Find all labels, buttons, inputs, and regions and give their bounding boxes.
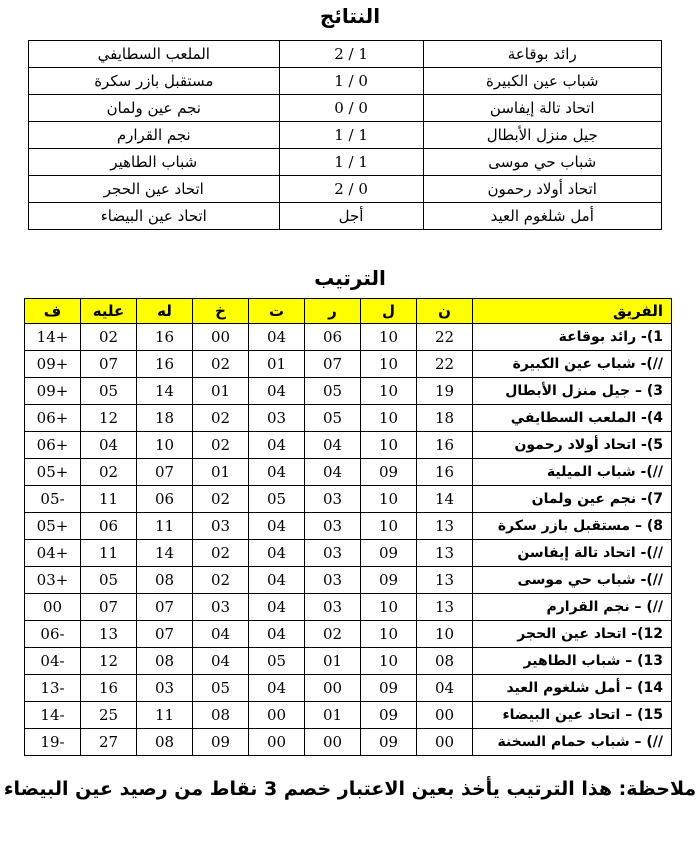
played-cell: 10 bbox=[361, 405, 417, 432]
standings-note: ملاحظة: هذا الترتيب يأخذ بعين الاعتبار خصم 3 نقاط من رصيد عين البيضاء bbox=[3, 778, 697, 800]
lost-cell: 02 bbox=[193, 540, 249, 567]
goal-difference-cell: +05 bbox=[25, 459, 81, 486]
goals-against-cell: 05 bbox=[81, 567, 137, 594]
won-cell: 03 bbox=[305, 513, 361, 540]
points-cell: 08 bbox=[417, 648, 473, 675]
team-name: 5)- اتحاد أولاد رحمون bbox=[473, 432, 672, 459]
standings-row bbox=[25, 513, 672, 540]
points-cell: 18 bbox=[417, 405, 473, 432]
match-home-team: رائد بوقاعة bbox=[423, 41, 662, 68]
goal-difference-cell: +06 bbox=[25, 432, 81, 459]
match-row bbox=[29, 95, 662, 122]
drawn-cell: 04 bbox=[249, 513, 305, 540]
played-cell: 09 bbox=[361, 729, 417, 756]
goals-against-cell: 04 bbox=[81, 432, 137, 459]
header-goal-difference: ف bbox=[25, 299, 81, 324]
standings-row bbox=[25, 594, 672, 621]
won-cell: 00 bbox=[305, 675, 361, 702]
won-cell: 07 bbox=[305, 351, 361, 378]
won-cell: 02 bbox=[305, 621, 361, 648]
standings-row bbox=[25, 459, 672, 486]
match-away-team: اتحاد عين الحجر bbox=[29, 176, 280, 203]
played-cell: 10 bbox=[361, 621, 417, 648]
goal-difference-cell: 00 bbox=[25, 594, 81, 621]
played-cell: 09 bbox=[361, 459, 417, 486]
match-score: 0 / 0 bbox=[279, 95, 423, 122]
points-cell: 10 bbox=[417, 621, 473, 648]
match-row bbox=[29, 176, 662, 203]
goal-difference-cell: -19 bbox=[25, 729, 81, 756]
standings-row bbox=[25, 378, 672, 405]
match-score: 1 / 2 bbox=[279, 41, 423, 68]
standings-row bbox=[25, 621, 672, 648]
lost-cell: 09 bbox=[193, 729, 249, 756]
goals-for-cell: 18 bbox=[137, 405, 193, 432]
drawn-cell: 01 bbox=[249, 351, 305, 378]
goals-against-cell: 05 bbox=[81, 378, 137, 405]
lost-cell: 03 bbox=[193, 513, 249, 540]
match-away-team: شباب الطاهير bbox=[29, 149, 280, 176]
team-name: //) – نجم القرارم bbox=[473, 594, 672, 621]
header-won: ر bbox=[305, 299, 361, 324]
header-played: ل bbox=[361, 299, 417, 324]
won-cell: 03 bbox=[305, 567, 361, 594]
goals-against-cell: 07 bbox=[81, 594, 137, 621]
goals-against-cell: 13 bbox=[81, 621, 137, 648]
goals-for-cell: 07 bbox=[137, 594, 193, 621]
played-cell: 10 bbox=[361, 378, 417, 405]
team-name: //)- شباب حي موسى bbox=[473, 567, 672, 594]
won-cell: 03 bbox=[305, 540, 361, 567]
lost-cell: 08 bbox=[193, 702, 249, 729]
standings-row bbox=[25, 405, 672, 432]
goal-difference-cell: +09 bbox=[25, 378, 81, 405]
drawn-cell: 04 bbox=[249, 567, 305, 594]
goals-for-cell: 06 bbox=[137, 486, 193, 513]
drawn-cell: 00 bbox=[249, 702, 305, 729]
played-cell: 09 bbox=[361, 567, 417, 594]
goal-difference-cell: +04 bbox=[25, 540, 81, 567]
match-row bbox=[29, 203, 662, 230]
match-home-team: اتحاد أولاد رحمون bbox=[423, 176, 662, 203]
header-drawn: ت bbox=[249, 299, 305, 324]
goals-for-cell: 16 bbox=[137, 324, 193, 351]
standings-row bbox=[25, 675, 672, 702]
team-name: //)- اتحاد تالة إيفاسن bbox=[473, 540, 672, 567]
standings-table bbox=[24, 298, 672, 756]
team-name: 3) – جيل منزل الأبطال bbox=[473, 378, 672, 405]
goals-against-cell: 27 bbox=[81, 729, 137, 756]
points-cell: 19 bbox=[417, 378, 473, 405]
played-cell: 10 bbox=[361, 324, 417, 351]
match-away-team: الملعب السطايفي bbox=[29, 41, 280, 68]
goals-for-cell: 16 bbox=[137, 351, 193, 378]
match-away-team: نجم القرارم bbox=[29, 122, 280, 149]
match-away-team: اتحاد عين البيضاء bbox=[29, 203, 280, 230]
match-home-team: أمل شلغوم العيد bbox=[423, 203, 662, 230]
goals-against-cell: 02 bbox=[81, 459, 137, 486]
drawn-cell: 00 bbox=[249, 729, 305, 756]
goals-against-cell: 12 bbox=[81, 648, 137, 675]
goals-for-cell: 10 bbox=[137, 432, 193, 459]
points-cell: 22 bbox=[417, 351, 473, 378]
played-cell: 09 bbox=[361, 702, 417, 729]
points-cell: 13 bbox=[417, 567, 473, 594]
won-cell: 04 bbox=[305, 459, 361, 486]
won-cell: 04 bbox=[305, 432, 361, 459]
drawn-cell: 03 bbox=[249, 405, 305, 432]
won-cell: 05 bbox=[305, 378, 361, 405]
won-cell: 06 bbox=[305, 324, 361, 351]
match-home-team: اتحاد تالة إيفاسن bbox=[423, 95, 662, 122]
played-cell: 09 bbox=[361, 540, 417, 567]
header-team: الفريق bbox=[473, 299, 672, 324]
goal-difference-cell: -06 bbox=[25, 621, 81, 648]
lost-cell: 01 bbox=[193, 459, 249, 486]
goals-against-cell: 12 bbox=[81, 405, 137, 432]
match-home-team: شباب حي موسى bbox=[423, 149, 662, 176]
standings-row bbox=[25, 648, 672, 675]
points-cell: 00 bbox=[417, 729, 473, 756]
team-name: 1)- رائد بوقاعة bbox=[473, 324, 672, 351]
points-cell: 13 bbox=[417, 513, 473, 540]
goals-for-cell: 08 bbox=[137, 648, 193, 675]
match-score: أجل bbox=[279, 203, 423, 230]
header-lost: خ bbox=[193, 299, 249, 324]
goal-difference-cell: +05 bbox=[25, 513, 81, 540]
standings-row bbox=[25, 540, 672, 567]
goal-difference-cell: -05 bbox=[25, 486, 81, 513]
played-cell: 10 bbox=[361, 513, 417, 540]
goals-for-cell: 11 bbox=[137, 702, 193, 729]
results-title: النتائج bbox=[319, 4, 381, 28]
goals-for-cell: 07 bbox=[137, 459, 193, 486]
lost-cell: 04 bbox=[193, 648, 249, 675]
match-score: 1 / 1 bbox=[279, 149, 423, 176]
won-cell: 00 bbox=[305, 729, 361, 756]
goals-for-cell: 08 bbox=[137, 729, 193, 756]
team-name: //) – شباب حمام السخنة bbox=[473, 729, 672, 756]
standings-row bbox=[25, 567, 672, 594]
won-cell: 01 bbox=[305, 702, 361, 729]
goals-against-cell: 25 bbox=[81, 702, 137, 729]
drawn-cell: 04 bbox=[249, 621, 305, 648]
match-row bbox=[29, 41, 662, 68]
team-name: 7)- نجم عين ولمان bbox=[473, 486, 672, 513]
played-cell: 09 bbox=[361, 675, 417, 702]
drawn-cell: 05 bbox=[249, 648, 305, 675]
points-cell: 13 bbox=[417, 594, 473, 621]
points-cell: 13 bbox=[417, 540, 473, 567]
team-name: 4)- الملعب السطايفي bbox=[473, 405, 672, 432]
goals-for-cell: 08 bbox=[137, 567, 193, 594]
header-points: ن bbox=[417, 299, 473, 324]
drawn-cell: 04 bbox=[249, 594, 305, 621]
points-cell: 04 bbox=[417, 675, 473, 702]
match-row bbox=[29, 122, 662, 149]
goal-difference-cell: +06 bbox=[25, 405, 81, 432]
lost-cell: 05 bbox=[193, 675, 249, 702]
lost-cell: 02 bbox=[193, 432, 249, 459]
played-cell: 10 bbox=[361, 486, 417, 513]
standings-row bbox=[25, 702, 672, 729]
standings-row bbox=[25, 486, 672, 513]
points-cell: 14 bbox=[417, 486, 473, 513]
lost-cell: 02 bbox=[193, 567, 249, 594]
drawn-cell: 05 bbox=[249, 486, 305, 513]
drawn-cell: 04 bbox=[249, 432, 305, 459]
standings-row bbox=[25, 324, 672, 351]
match-score: 0 / 1 bbox=[279, 68, 423, 95]
match-home-team: جيل منزل الأبطال bbox=[423, 122, 662, 149]
points-cell: 16 bbox=[417, 459, 473, 486]
header-goals-against: عليه bbox=[81, 299, 137, 324]
lost-cell: 02 bbox=[193, 486, 249, 513]
goal-difference-cell: +14 bbox=[25, 324, 81, 351]
goal-difference-cell: -13 bbox=[25, 675, 81, 702]
goals-against-cell: 07 bbox=[81, 351, 137, 378]
header-goals-for: له bbox=[137, 299, 193, 324]
standings-row bbox=[25, 729, 672, 756]
goal-difference-cell: +03 bbox=[25, 567, 81, 594]
goal-difference-cell: -14 bbox=[25, 702, 81, 729]
goal-difference-cell: -04 bbox=[25, 648, 81, 675]
lost-cell: 02 bbox=[193, 351, 249, 378]
standings-row bbox=[25, 432, 672, 459]
match-row bbox=[29, 68, 662, 95]
match-score: 1 / 1 bbox=[279, 122, 423, 149]
standings-title: الترتيب bbox=[314, 266, 386, 290]
goals-against-cell: 06 bbox=[81, 513, 137, 540]
goals-against-cell: 16 bbox=[81, 675, 137, 702]
lost-cell: 04 bbox=[193, 621, 249, 648]
goals-for-cell: 03 bbox=[137, 675, 193, 702]
standings-row bbox=[25, 351, 672, 378]
drawn-cell: 04 bbox=[249, 459, 305, 486]
played-cell: 10 bbox=[361, 594, 417, 621]
played-cell: 10 bbox=[361, 432, 417, 459]
goals-for-cell: 07 bbox=[137, 621, 193, 648]
won-cell: 03 bbox=[305, 594, 361, 621]
won-cell: 01 bbox=[305, 648, 361, 675]
won-cell: 03 bbox=[305, 486, 361, 513]
results-table bbox=[28, 40, 662, 230]
lost-cell: 00 bbox=[193, 324, 249, 351]
team-name: 8) – مستقبل بازر سكرة bbox=[473, 513, 672, 540]
played-cell: 10 bbox=[361, 648, 417, 675]
team-name: //)- شباب الميلية bbox=[473, 459, 672, 486]
goal-difference-cell: +09 bbox=[25, 351, 81, 378]
goals-for-cell: 14 bbox=[137, 378, 193, 405]
team-name: 12)- اتحاد عين الحجر bbox=[473, 621, 672, 648]
team-name: 13) – شباب الطاهير bbox=[473, 648, 672, 675]
team-name: 14) – أمل شلغوم العيد bbox=[473, 675, 672, 702]
standings-header-row bbox=[25, 299, 672, 324]
team-name: 15) – اتحاد عين البيضاء bbox=[473, 702, 672, 729]
goals-against-cell: 02 bbox=[81, 324, 137, 351]
played-cell: 10 bbox=[361, 351, 417, 378]
lost-cell: 02 bbox=[193, 405, 249, 432]
match-away-team: مستقبل بازر سكرة bbox=[29, 68, 280, 95]
goals-against-cell: 11 bbox=[81, 486, 137, 513]
goals-for-cell: 14 bbox=[137, 540, 193, 567]
drawn-cell: 04 bbox=[249, 675, 305, 702]
match-home-team: شباب عين الكبيرة bbox=[423, 68, 662, 95]
goals-for-cell: 11 bbox=[137, 513, 193, 540]
points-cell: 22 bbox=[417, 324, 473, 351]
lost-cell: 01 bbox=[193, 378, 249, 405]
won-cell: 05 bbox=[305, 405, 361, 432]
match-row bbox=[29, 149, 662, 176]
lost-cell: 03 bbox=[193, 594, 249, 621]
points-cell: 16 bbox=[417, 432, 473, 459]
team-name: //)- شباب عين الكبيرة bbox=[473, 351, 672, 378]
match-away-team: نجم عين ولمان bbox=[29, 95, 280, 122]
match-score: 0 / 2 bbox=[279, 176, 423, 203]
drawn-cell: 04 bbox=[249, 540, 305, 567]
drawn-cell: 04 bbox=[249, 324, 305, 351]
points-cell: 00 bbox=[417, 702, 473, 729]
drawn-cell: 04 bbox=[249, 378, 305, 405]
goals-against-cell: 11 bbox=[81, 540, 137, 567]
